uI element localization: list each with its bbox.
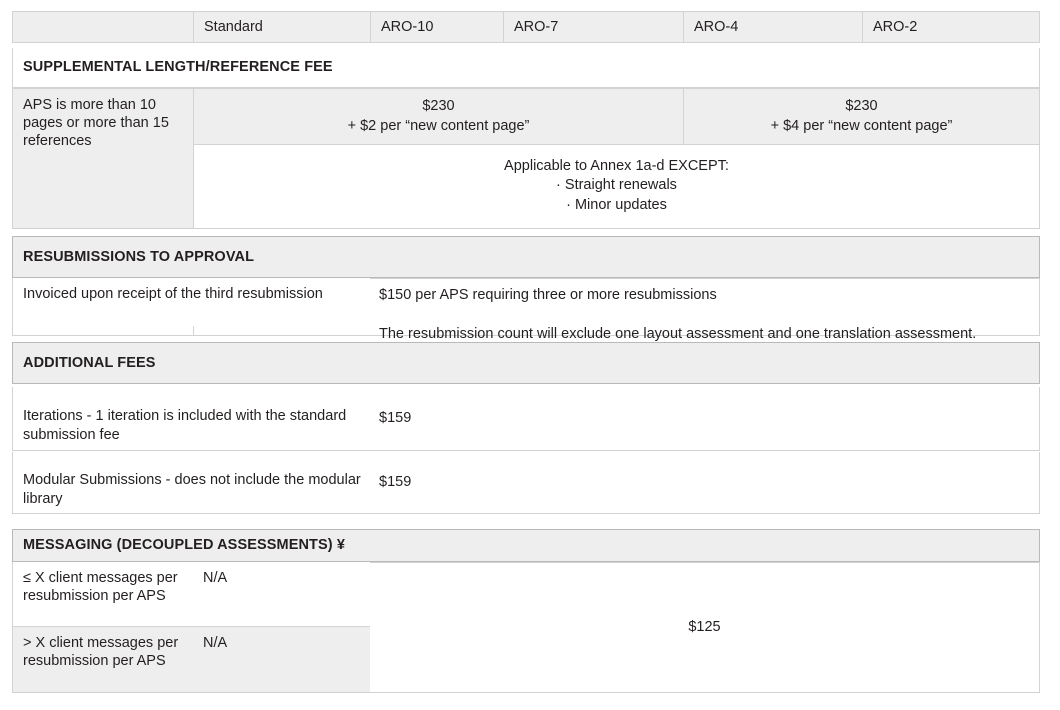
fee-cell-230-plus-2-amount: $230 xyxy=(422,98,455,115)
column-header-aro-7-label: ARO-7 xyxy=(514,18,559,35)
applicability-cell-annex xyxy=(193,144,1040,229)
fee-cell-230-plus-4-note: + $4 per “new content page” xyxy=(770,117,953,134)
row-label-messages-at-or-below-x xyxy=(12,562,194,627)
value-cell-modular-fee-text: $159 xyxy=(379,474,412,491)
column-header-aro-2 xyxy=(862,11,1040,43)
value-cell-modular-fee xyxy=(370,452,1040,514)
row-label-aps-length xyxy=(12,88,194,229)
column-header-aro-7 xyxy=(503,11,684,43)
section-header-additional-fees-label: ADDITIONAL FEES xyxy=(23,354,156,371)
row-label-modular-submissions-text: Modular Submissions - does not include the modular library xyxy=(23,472,361,507)
column-header-aro-10 xyxy=(370,11,504,43)
value-cell-resubmission-fee-line-2: The resubmission count will exclude one layout assessment and one translation assessment. xyxy=(379,326,977,343)
section-header-messaging xyxy=(12,529,1040,562)
column-divider-artifact xyxy=(193,326,194,336)
applicability-item: · Minor updates xyxy=(566,196,667,213)
section-header-resubmissions xyxy=(12,236,1040,278)
applicability-item: · Straight renewals xyxy=(556,177,677,194)
row-label-messages-above-x-text: > X client messages per resubmission per APS xyxy=(23,635,179,670)
row-label-messages-at-or-below-x-text: ≤ X client messages per resubmission per APS xyxy=(23,570,178,605)
section-header-additional-fees xyxy=(12,342,1040,384)
column-header-aro-4 xyxy=(683,11,863,43)
row-label-invoiced-third-resubmission-text: Invoiced upon receipt of the third resubmission xyxy=(23,286,323,302)
row-label-modular-submissions xyxy=(12,452,371,514)
row-label-iterations-text: Iterations - 1 iteration is included with the standard submission fee xyxy=(23,408,347,443)
section-header-messaging-label: MESSAGING (DECOUPLED ASSESSMENTS) ¥ xyxy=(23,537,346,554)
column-header-blank xyxy=(12,11,194,43)
fee-cell-230-plus-4 xyxy=(683,88,1040,145)
fee-cell-230-plus-2 xyxy=(193,88,684,145)
row-label-aps-length-text: APS is more than 10 pages or more than 15 references xyxy=(23,97,169,150)
fee-cell-230-plus-2-note: + $2 per “new content page” xyxy=(347,117,530,134)
row-label-invoiced-third-resubmission xyxy=(12,278,371,336)
value-cell-messages-below-x-standard xyxy=(193,562,371,627)
applicability-list xyxy=(194,176,1039,215)
section-header-resubmissions-label: RESUBMISSIONS TO APPROVAL xyxy=(23,248,255,265)
row-label-iterations xyxy=(12,387,371,451)
value-cell-messages-below-x-standard-text: N/A xyxy=(203,570,228,586)
column-header-aro-4-label: ARO-4 xyxy=(694,18,739,35)
value-cell-messaging-merged-fee-text: $125 xyxy=(688,619,721,636)
section-header-supplemental-label: SUPPLEMENTAL LENGTH/REFERENCE FEE xyxy=(23,59,333,76)
value-cell-messaging-merged-fee xyxy=(370,562,1040,693)
column-header-standard-label: Standard xyxy=(204,18,263,35)
column-header-standard xyxy=(193,11,371,43)
value-cell-messages-above-x-standard xyxy=(193,627,371,693)
column-header-aro-10-label: ARO-10 xyxy=(381,18,434,35)
value-cell-messages-above-x-standard-text: N/A xyxy=(203,635,228,651)
column-header-aro-2-label: ARO-2 xyxy=(873,18,918,35)
section-header-supplemental xyxy=(12,48,1040,88)
fee-cell-230-plus-4-amount: $230 xyxy=(845,98,878,115)
value-cell-resubmission-fee xyxy=(370,278,1040,343)
value-cell-resubmission-fee-line-1: $150 per APS requiring three or more resubmissions xyxy=(379,287,717,303)
value-cell-iterations-fee-text: $159 xyxy=(379,410,412,427)
value-cell-iterations-fee xyxy=(370,387,1040,451)
row-label-messages-above-x xyxy=(12,627,194,693)
applicability-title: Applicable to Annex 1a-d EXCEPT: xyxy=(504,158,729,174)
